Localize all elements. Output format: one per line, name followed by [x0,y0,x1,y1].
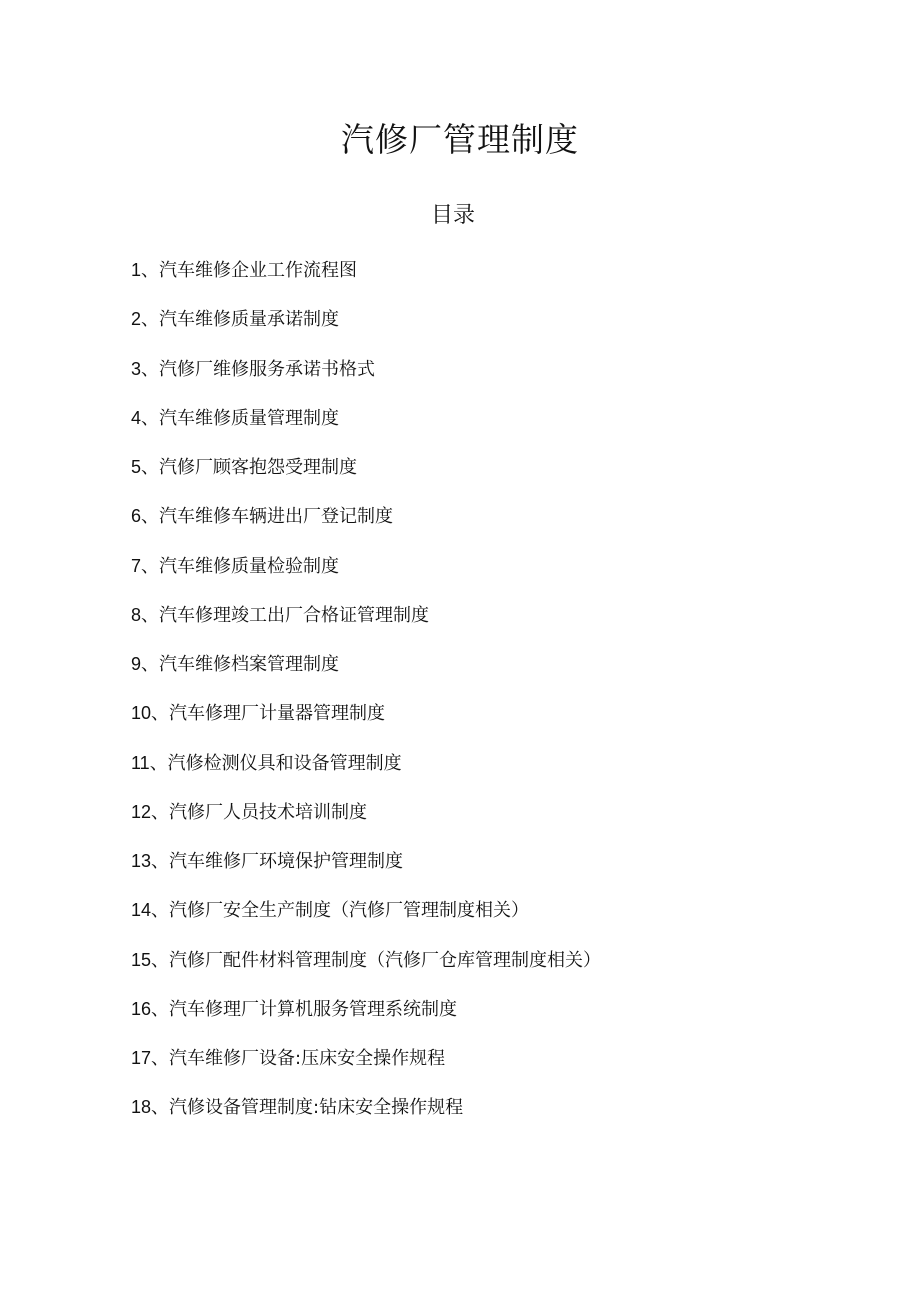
toc-item [131,992,831,1041]
toc-item-text: 、汽修厂人员技术培训制度 [151,801,368,823]
toc-item-number: 11 [131,752,150,773]
toc-item-text: 、汽车维修厂环境保护管理制度 [151,851,404,872]
toc-item [131,401,831,450]
toc-item-number: 5 [131,457,142,477]
toc-item-text: 、汽修检测仪具和设备管理制度 [149,752,402,774]
toc-item-number: 6 [131,506,142,527]
toc-item-number: 18 [131,1097,152,1118]
toc-item [131,795,831,844]
toc-item [131,302,831,351]
toc-item [131,1041,831,1090]
toc-item-number: 9 [131,654,142,674]
toc-item-text: 、汽车维修厂设备:压床安全操作规程 [151,1048,446,1069]
toc-item [131,844,831,893]
toc-item [131,450,831,499]
toc-item-text: 、汽车维修质量管理制度 [141,407,340,429]
toc-item-number: 14 [131,900,152,921]
toc-item-text: 、汽修厂顾客抱怨受理制度 [141,457,358,478]
toc-item-text: 、汽车维修质量承诺制度 [141,309,340,331]
toc-item-text: 、汽修设备管理制度:钻床安全操作规程 [151,1097,464,1119]
toc-item [131,943,831,992]
toc-item [131,598,831,647]
toc-item-text: 、汽车修理厂计算机服务管理系统制度 [151,998,458,1020]
toc-item-number: 4 [131,407,142,428]
toc-item [131,746,831,795]
toc-item-number: 2 [131,309,142,330]
toc-item-number: 12 [131,801,152,822]
toc-item-text: 、汽车修理竣工出厂合格证管理制度 [141,604,430,626]
toc-item [131,647,831,696]
toc-item [131,893,831,942]
toc-item-text: 、汽车修理厂计量器管理制度 [151,703,386,725]
toc-item [131,253,831,302]
toc-item-text: 、汽车维修车辆进出厂登记制度 [141,506,394,528]
toc-item-number: 8 [131,604,142,625]
toc-item [131,549,831,598]
toc-item-text: 、汽修厂维修服务承诺书格式 [141,358,376,380]
toc-item [131,696,831,745]
toc-item-number: 16 [131,998,152,1019]
toc-item-number: 15 [131,949,152,970]
toc-heading: 目录 [430,203,475,228]
toc-item-number: 3 [131,358,142,379]
toc-item [131,1090,831,1139]
toc-item [131,352,831,401]
toc-item-text: 、汽车维修质量检验制度 [141,555,340,577]
toc-item [131,499,831,548]
toc-item-number: 10 [131,703,152,724]
toc-item-text: 、汽修厂配件材料管理制度（汽修厂仓库管理制度相关） [151,949,602,971]
toc-item-number: 7 [131,555,142,576]
table-of-contents [131,253,831,1140]
toc-item-text: 、汽修厂安全生产制度（汽修厂管理制度相关） [151,900,530,922]
toc-item-number: 1 [131,260,142,280]
toc-item-number: 17 [131,1048,152,1068]
document-title: 汽修厂管理制度 [341,120,579,159]
toc-item-number: 13 [131,851,152,871]
toc-item-text: 、汽车维修档案管理制度 [141,654,340,675]
toc-item-text: 、汽车维修企业工作流程图 [141,260,358,281]
